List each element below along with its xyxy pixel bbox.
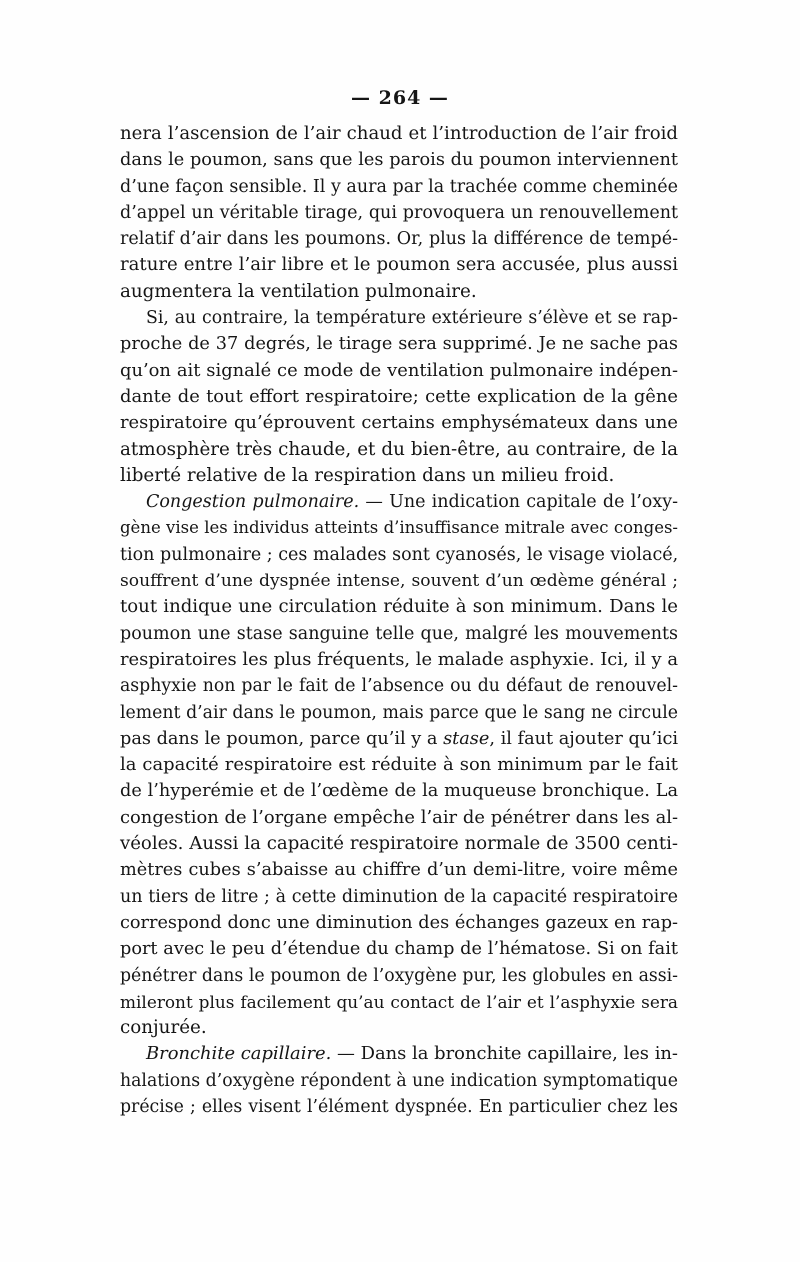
text-segment: relatif d’air dans les poumons. Or, plus la différence de tempé- xyxy=(120,229,678,250)
text-line xyxy=(120,647,678,673)
text-line xyxy=(120,305,678,331)
text-line xyxy=(120,778,678,804)
text-segment: pas dans le poumon, parce qu’il y a xyxy=(120,728,444,749)
text-segment: liberté relative de la respiration dans un milieu froid. xyxy=(120,464,615,486)
page-number: — 264 — xyxy=(351,87,449,109)
text-line xyxy=(120,963,678,989)
text-line xyxy=(120,542,678,568)
text-segment: tion pulmonaire ; ces malades sont cyanosés, le visage violacé, xyxy=(120,544,679,565)
text-line xyxy=(120,121,678,147)
text-segment: proche de 37 degrés, le tirage sera supprimé. Je ne sache pas xyxy=(120,334,678,355)
text-line xyxy=(120,568,678,594)
text-line xyxy=(120,1015,678,1041)
italic-heading: Congestion pulmonaire. xyxy=(146,492,360,513)
text-segment: rature entre l’air libre et le poumon sera accusée, plus aussi xyxy=(120,254,678,276)
text-segment: lement d’air dans le poumon, mais parce que le sang ne circule xyxy=(120,702,678,723)
text-segment: halations d’oxygène répondent à une indication symptomatique xyxy=(120,1070,678,1091)
text-line xyxy=(120,226,678,252)
text-segment: véoles. Aussi la capacité respiratoire normale de 3500 centi- xyxy=(120,833,678,855)
text-segment: — Une indication capitale de l’oxy- xyxy=(359,492,678,513)
text-segment: de l’hyperémie et de l’œdème de la muqueuse bronchique. La xyxy=(120,781,678,802)
text-segment: d’une façon sensible. Il y aura par la trachée comme cheminée xyxy=(120,176,678,197)
text-line xyxy=(120,594,678,620)
text-segment: poumon une stase sanguine telle que, malgré les mouvements xyxy=(120,623,678,644)
text-line xyxy=(120,252,678,278)
text-line xyxy=(120,936,678,962)
text-line xyxy=(120,489,678,515)
text-segment: tout indique une circulation réduite à son minimum. Dans le xyxy=(120,596,678,618)
text-line xyxy=(120,831,678,857)
text-line xyxy=(120,147,678,173)
text-segment: un tiers de litre ; à cette diminution de la capacité respiratoire xyxy=(120,886,678,907)
text-segment: mètres cubes s’abaisse au chiffre d’un demi-litre, voire même xyxy=(120,860,678,881)
text-segment: mileront plus facilement qu’au contact de l’air et l’asphyxie sera xyxy=(120,991,678,1012)
text-line xyxy=(120,884,678,910)
italic-heading: stase xyxy=(443,728,490,749)
text-line xyxy=(120,384,678,410)
text-segment: — Dans la bronchite capillaire, les in- xyxy=(331,1043,678,1065)
text-segment: congestion de l’organe empêche l’air de pénétrer dans les al- xyxy=(120,806,678,828)
text-line xyxy=(120,331,678,357)
text-segment: correspond donc une diminution des échanges gazeux en rap- xyxy=(120,912,678,933)
text-line xyxy=(120,174,678,200)
text-line xyxy=(120,358,678,384)
text-segment: port avec le peu d’étendue du champ de l’hématose. Si on fait xyxy=(120,939,678,960)
text-segment: conjurée. xyxy=(120,1017,207,1039)
text-line xyxy=(120,673,678,699)
text-line xyxy=(120,989,678,1015)
text-line xyxy=(120,726,678,752)
text-line xyxy=(120,1041,678,1067)
text-line xyxy=(120,910,678,936)
text-segment: précise ; elles visent l’élément dyspnée. En particulier chez les xyxy=(120,1096,678,1117)
text-segment: respiratoire qu’éprouvent certains emphysémateux dans une xyxy=(120,412,678,434)
body-text xyxy=(120,121,678,1120)
text-segment: souffrent d’une dyspnée intense, souvent d’un œdème général ; xyxy=(120,571,678,592)
text-segment: Si, au contraire, la température extérieure s’élève et se rap- xyxy=(146,308,678,329)
text-segment: augmentera la ventilation pulmonaire. xyxy=(120,280,477,302)
text-segment: dante de tout effort respiratoire; cette explication de la gêne xyxy=(120,385,678,407)
text-line xyxy=(120,279,678,305)
text-line xyxy=(120,700,678,726)
text-segment: nera l’ascension de l’air chaud et l’introduction de l’air froid xyxy=(120,123,678,144)
text-segment: dans le poumon, sans que les parois du poumon interviennent xyxy=(120,150,678,171)
text-segment: asphyxie non par le fait de l’absence ou du défaut de renouvel- xyxy=(120,676,678,697)
text-segment: pénétrer dans le poumon de l’oxygène pur, les globules en assi- xyxy=(120,965,678,986)
italic-heading: Bronchite capillaire. xyxy=(146,1043,332,1065)
text-line xyxy=(120,200,678,226)
text-line xyxy=(120,410,678,436)
text-line xyxy=(120,752,678,778)
text-segment: respiratoires les plus fréquents, le malade asphyxie. Ici, il y a xyxy=(120,648,678,670)
text-line xyxy=(120,1094,678,1120)
text-segment: la capacité respiratoire est réduite à son minimum par le fait xyxy=(120,754,678,776)
text-line xyxy=(120,805,678,831)
text-line xyxy=(120,437,678,463)
text-segment: atmosphère très chaude, et du bien-être, au contraire, de la xyxy=(120,438,678,460)
text-segment: gène vise les individus atteints d’insuffisance mitrale avec conges- xyxy=(120,518,678,538)
text-line xyxy=(120,621,678,647)
text-line xyxy=(120,515,678,541)
text-line xyxy=(120,1068,678,1094)
text-line xyxy=(120,857,678,883)
text-segment: d’appel un véritable tirage, qui provoquera un renouvellement xyxy=(120,202,678,223)
text-line xyxy=(120,463,678,489)
text-segment: qu’on ait signalé ce mode de ventilation pulmonaire indépen- xyxy=(120,359,678,381)
text-segment: , il faut ajouter qu’ici xyxy=(489,728,679,749)
